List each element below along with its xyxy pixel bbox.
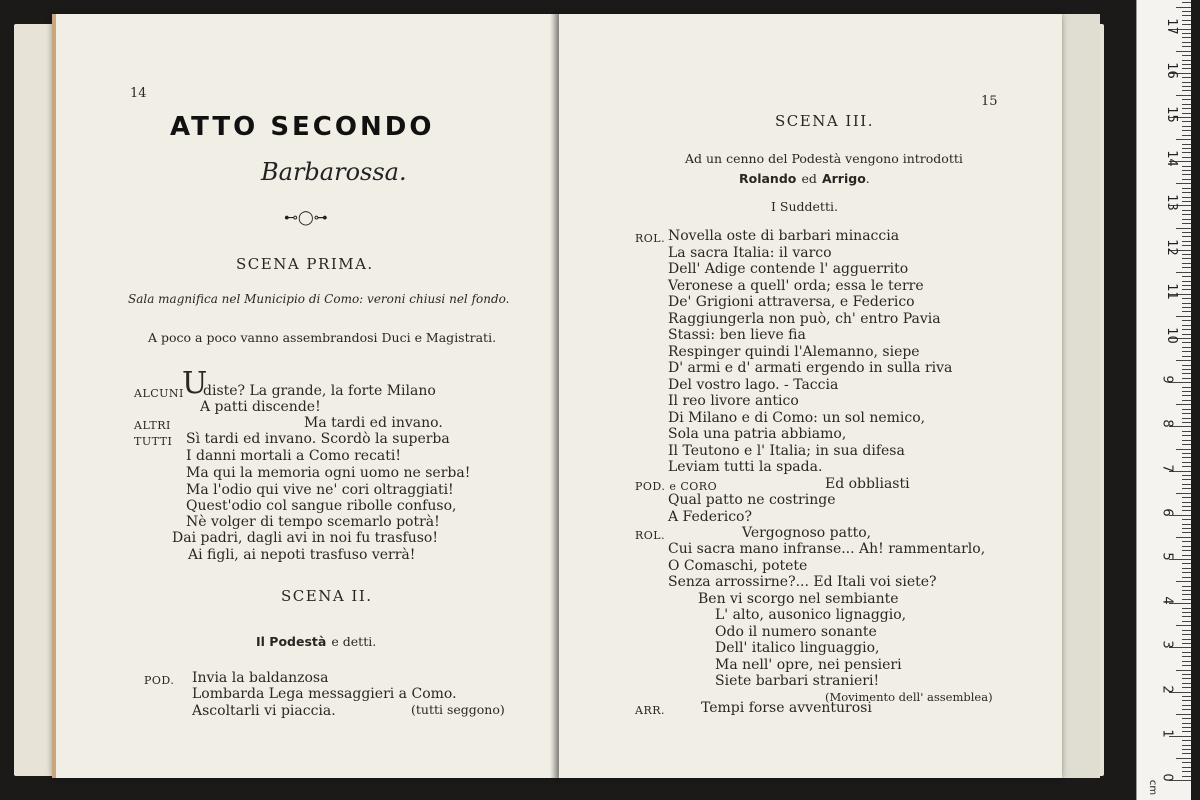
ruler-tick (1182, 484, 1191, 485)
scene-3-title: SCENA III. (775, 112, 874, 130)
ruler-tick (1182, 236, 1191, 237)
ruler-tick (1182, 563, 1191, 564)
ruler-label: 7 (1159, 463, 1175, 473)
ruler-tick (1182, 68, 1191, 69)
ruler-tick (1182, 572, 1191, 573)
measuring-ruler (1136, 0, 1191, 800)
ruler-label: 11 (1163, 283, 1179, 300)
ruler-tick (1176, 272, 1191, 273)
ruler-label: 5 (1159, 552, 1175, 561)
page-number-right: 15 (981, 94, 998, 109)
verse-line: Ma nell' opre, nei pensieri (715, 657, 902, 673)
verse-line: Invia la baldanzosa (192, 670, 329, 686)
ruler-tick (1182, 767, 1191, 768)
ruler-tick (1182, 608, 1191, 609)
ruler-tick (1182, 594, 1191, 595)
ruler-tick (1182, 192, 1191, 193)
ruler-tick (1182, 121, 1191, 122)
verse-line: Senza arrossirne?... Ed Itali voi siete? (668, 574, 937, 590)
ruler-tick (1182, 55, 1191, 56)
ruler-tick (1182, 329, 1191, 330)
ruler-tick (1182, 342, 1191, 343)
ruler-label: 8 (1159, 419, 1175, 429)
verse-line: L' alto, ausonico lignaggio, (715, 607, 907, 623)
ruler-tick (1176, 139, 1191, 140)
verse-line: Del vostro lago. - Taccia (668, 377, 839, 393)
ruler-tick (1176, 7, 1191, 8)
ruler-tick (1182, 86, 1191, 87)
act-title: ATTO SECONDO (170, 112, 435, 142)
ruler-unit: cm (1147, 779, 1159, 796)
page-edges (1060, 14, 1100, 778)
verse-line: Dell' Adige contende l' agguerrito (668, 261, 909, 277)
ruler-tick (1176, 493, 1191, 494)
ruler-tick (1182, 369, 1191, 370)
ruler-tick (1182, 126, 1191, 127)
ruler-tick (1182, 241, 1191, 242)
act-subtitle: Barbarossa. (261, 158, 407, 186)
ruler-tick (1182, 444, 1191, 445)
verse-line: Quest'odio col sangue ribolle confuso, (186, 498, 457, 514)
ruler-tick (1182, 152, 1191, 153)
verse-line: O Comaschi, potete (668, 558, 808, 574)
ruler-tick (1176, 95, 1191, 96)
scene-2-title: SCENA II. (281, 587, 373, 605)
ruler-tick (1182, 599, 1191, 600)
ruler-tick (1182, 753, 1191, 754)
ruler-tick (1182, 373, 1191, 374)
ruler-label: 0 (1159, 773, 1175, 782)
ruler-tick (1182, 740, 1191, 741)
speaker-arr: ARR. (635, 704, 666, 717)
verse-line: Ben vi scorgo nel sembiante (698, 591, 899, 607)
ruler-tick (1182, 285, 1191, 286)
speaker-tutti: TUTTI (134, 435, 173, 448)
verse-line: D' armi e d' armati ergendo in sulla riva (668, 360, 953, 376)
verse-line: Raggiungerla non può, ch' entro Pavia (668, 311, 941, 327)
ruler-tick (1182, 42, 1191, 43)
ruler-tick (1182, 281, 1191, 282)
verse-line: Dai padri, dagli avi in noi fu trasfuso! (172, 530, 438, 546)
ruler-tick (1182, 351, 1191, 352)
ruler-tick (1182, 528, 1191, 529)
ruler-tick (1182, 104, 1191, 105)
ruler-tick (1182, 541, 1191, 542)
ruler-tick (1182, 661, 1191, 662)
ruler-tick (1176, 758, 1191, 759)
ruler-tick (1182, 210, 1191, 211)
ruler-tick (1182, 130, 1191, 131)
verse-line: Ascoltarli vi piaccia. (192, 703, 336, 719)
ruler-tick (1182, 60, 1191, 61)
ruler-tick (1182, 108, 1191, 109)
verse-line: Tempi forse avventurosi (701, 700, 872, 716)
ruler-tick (1182, 435, 1191, 436)
ruler-tick (1182, 77, 1191, 78)
ruler-tick (1182, 391, 1191, 392)
ruler-tick (1182, 334, 1191, 335)
scene-3-characters (739, 168, 870, 187)
ruler-tick (1182, 170, 1191, 171)
left-page (52, 14, 561, 778)
speaker-altri: ALTRI (134, 419, 171, 432)
ruler-tick (1182, 510, 1191, 511)
ruler-tick (1182, 325, 1191, 326)
verse-line: Il Teutono e l' Italia; in sua difesa (668, 443, 905, 459)
ruler-label: 1 (1159, 729, 1175, 738)
speaker-pod-coro: POD. e CORO (635, 480, 718, 493)
ruler-tick (1182, 555, 1191, 556)
ruler-tick (1182, 550, 1191, 551)
ruler-tick (1182, 232, 1191, 233)
verse-line: Siete barbari stranieri! (715, 673, 880, 689)
ruler-tick (1182, 33, 1191, 34)
ruler-tick (1182, 90, 1191, 91)
speaker-rol-2: ROL. (635, 529, 666, 542)
ruler-tick (1182, 113, 1191, 114)
ruler-tick (1182, 289, 1191, 290)
ruler-tick (1182, 418, 1191, 419)
ruler-tick (1182, 700, 1191, 701)
ruler-tick (1182, 705, 1191, 706)
ruler-tick (1182, 11, 1191, 12)
ruler-tick (1182, 378, 1191, 379)
ruler-tick (1182, 590, 1191, 591)
scene-3-direction: Ad un cenno del Podestà vengono introdotti (685, 151, 963, 166)
verse-line: Di Milano e di Como: un sol nemico, (668, 410, 926, 426)
ruler-label: 16 (1163, 62, 1179, 79)
verse-line: La sacra Italia: il varco (668, 245, 832, 261)
cast-podesta: Il Podestà (256, 634, 327, 649)
ruler-label: 6 (1159, 508, 1175, 517)
verse-line: Il reo livore antico (668, 393, 799, 409)
ruler-tick (1182, 307, 1191, 308)
verse-line: Ma qui la memoria ogni uomo ne serba! (186, 465, 471, 481)
ruler-tick (1182, 462, 1191, 463)
ruler-tick (1182, 723, 1191, 724)
ruler-tick (1176, 183, 1191, 184)
verse-line: Ma l'odio qui vive ne' cori oltraggiati! (186, 482, 454, 498)
ruler-tick (1182, 223, 1191, 224)
verse-line: Lombarda Lega messaggieri a Como. (192, 686, 457, 702)
ruler-tick (1182, 166, 1191, 167)
ruler-tick (1182, 258, 1191, 259)
speaker-alcuni: ALCUNI (134, 387, 184, 400)
ruler-tick (1182, 15, 1191, 16)
ruler-label: 4 (1159, 596, 1175, 605)
verse-line: Qual patto ne costringe (668, 492, 836, 508)
ruler-label: 13 (1163, 194, 1179, 212)
ruler-tick (1182, 245, 1191, 246)
conjunction: ed (801, 171, 817, 186)
period: . (865, 171, 870, 186)
ruler-label: 14 (1163, 150, 1179, 167)
ruler-tick (1182, 475, 1191, 476)
ruler-tick (1182, 524, 1191, 525)
ruler-tick (1182, 135, 1191, 136)
page-number-left: 14 (130, 86, 147, 101)
ruler-tick (1182, 621, 1191, 622)
ruler-tick (1182, 519, 1191, 520)
verse-line: A Federico? (668, 509, 752, 525)
ruler-tick (1182, 727, 1191, 728)
scene-1-setting: Sala magnifica nel Municipio di Como: veroni chiusi nel fondo. (128, 292, 510, 306)
drop-cap: U (182, 366, 208, 401)
ruler-label: 2 (1159, 684, 1175, 694)
ruler-tick (1182, 276, 1191, 277)
ruler-tick (1182, 431, 1191, 432)
ruler-tick (1182, 687, 1191, 688)
ruler-tick (1176, 404, 1191, 405)
ruler-tick (1182, 174, 1191, 175)
ruler-tick (1176, 316, 1191, 317)
ruler-tick (1182, 409, 1191, 410)
ruler-tick (1182, 179, 1191, 180)
ruler-tick (1182, 263, 1191, 264)
ruler-tick (1182, 532, 1191, 533)
cast-rest: e detti. (331, 634, 377, 649)
ruler-tick (1182, 24, 1191, 25)
ruler-tick (1182, 506, 1191, 507)
verse-line: Veronese a quell' orda; essa le terre (668, 278, 924, 294)
verse-line: diste? La grande, la forte Milano (203, 383, 436, 399)
scene-1-title: SCENA PRIMA. (236, 255, 374, 273)
ruler-tick (1176, 714, 1191, 715)
character-rolando: Rolando (739, 171, 797, 186)
ruler-tick (1182, 568, 1191, 569)
ruler-tick (1182, 37, 1191, 38)
scene-3-cast: I Suddetti. (771, 199, 838, 214)
ruler-tick (1182, 267, 1191, 268)
ruler-tick (1182, 311, 1191, 312)
ruler-tick (1182, 148, 1191, 149)
verse-line: Respinger quindi l'Alemanno, siepe (668, 344, 920, 360)
ruler-tick (1182, 466, 1191, 467)
speaker-rol: ROL. (635, 232, 666, 245)
ruler-tick (1182, 612, 1191, 613)
stage-direction: (tutti seggono) (411, 702, 505, 717)
ruler-tick (1182, 683, 1191, 684)
ruler-tick (1182, 639, 1191, 640)
ruler-tick (1182, 46, 1191, 47)
verse-line: Dell' italico linguaggio, (715, 640, 880, 656)
ruler-tick (1182, 616, 1191, 617)
ruler-tick (1176, 51, 1191, 52)
verse-line: Leviam tutti la spada. (668, 459, 823, 475)
ruler-tick (1182, 440, 1191, 441)
ruler-tick (1182, 709, 1191, 710)
verse-line: Cui sacra mano infranse... Ah! rammentarlo, (668, 541, 986, 557)
ruler-tick (1182, 577, 1191, 578)
ruler-tick (1182, 400, 1191, 401)
ruler-tick (1182, 144, 1191, 145)
ruler-tick (1182, 201, 1191, 202)
ruler-label: 17 (1163, 17, 1179, 35)
ruler-tick (1182, 356, 1191, 357)
ruler-tick (1182, 422, 1191, 423)
ruler-tick (1182, 718, 1191, 719)
ruler-label: 15 (1163, 106, 1179, 123)
ruler-tick (1182, 197, 1191, 198)
verse-line: Stassi: ben lieve fia (668, 327, 806, 343)
ruler-tick (1182, 365, 1191, 366)
ruler-tick (1182, 674, 1191, 675)
ruler-tick (1182, 643, 1191, 644)
ruler-tick (1182, 497, 1191, 498)
ruler-tick (1182, 64, 1191, 65)
ruler-tick (1176, 228, 1191, 229)
ruler-tick (1182, 678, 1191, 679)
ruler-tick (1182, 546, 1191, 547)
ruler-tick (1182, 303, 1191, 304)
ruler-tick (1182, 479, 1191, 480)
ruler-tick (1182, 762, 1191, 763)
ruler-tick (1182, 457, 1191, 458)
ruler-tick (1182, 254, 1191, 255)
ruler-tick (1182, 2, 1191, 3)
scene-1-direction: A poco a poco vanno assembrandosi Duci e Magistrati. (148, 330, 497, 345)
ruler-tick (1182, 776, 1191, 777)
ruler-tick (1182, 656, 1191, 657)
ruler-tick (1182, 298, 1191, 299)
scene-2-cast (256, 631, 376, 650)
ruler-tick (1176, 581, 1191, 582)
ruler-tick (1182, 502, 1191, 503)
ruler-tick (1182, 771, 1191, 772)
ruler-tick (1176, 360, 1191, 361)
ruler-label: 10 (1163, 327, 1179, 344)
ruler-tick (1176, 625, 1191, 626)
stage-direction-assemblea: (Movimento dell' assemblea) (825, 690, 993, 704)
speaker-pod: POD. (144, 674, 175, 687)
ruler-label: 9 (1159, 375, 1175, 384)
ruler-tick (1182, 665, 1191, 666)
ruler-tick (1182, 347, 1191, 348)
character-arrigo: Arrigo (821, 171, 866, 186)
verse-line: Nè volger di tempo scemarlo potrà! (186, 514, 440, 530)
ruler-tick (1182, 82, 1191, 83)
verse-line: A patti discende! (200, 399, 321, 415)
ruler-tick (1182, 586, 1191, 587)
ruler-tick (1182, 188, 1191, 189)
ruler-tick (1182, 157, 1191, 158)
verse-line: Vergognoso patto, (742, 525, 872, 541)
right-page (559, 14, 1062, 778)
ruler-tick (1182, 413, 1191, 414)
ruler-label: 3 (1159, 640, 1175, 650)
ruler-tick (1176, 449, 1191, 450)
verse-line: De' Grigioni attraversa, e Federico (668, 294, 915, 310)
ruler-tick (1182, 219, 1191, 220)
verse-line: Novella oste di barbari minaccia (668, 228, 900, 244)
ruler-tick (1182, 395, 1191, 396)
verse-line: Ma tardi ed invano. (304, 415, 443, 431)
ruler-tick (1182, 453, 1191, 454)
ruler-tick (1182, 214, 1191, 215)
ruler-tick (1182, 634, 1191, 635)
verse-line: Sola una patria abbiamo, (668, 426, 847, 442)
ruler-tick (1182, 99, 1191, 100)
ruler-label: 12 (1163, 238, 1179, 256)
verse-line: Odo il numero sonante (715, 624, 877, 640)
verse-line: Ed obbliasti (825, 476, 910, 492)
ruler-tick (1182, 652, 1191, 653)
ruler-tick (1182, 20, 1191, 21)
ruler-tick (1182, 320, 1191, 321)
ruler-tick (1182, 731, 1191, 732)
ornament: ⊷◯⊶ (284, 210, 328, 226)
ruler-tick (1176, 670, 1191, 671)
verse-line: Sì tardi ed invano. Scordò la superba (186, 431, 450, 447)
ruler-tick (1182, 749, 1191, 750)
ruler-tick (1182, 488, 1191, 489)
ruler-tick (1182, 387, 1191, 388)
verse-line: I danni mortali a Como recati! (186, 448, 402, 464)
ruler-tick (1182, 696, 1191, 697)
ruler-tick (1182, 630, 1191, 631)
verse-line: Ai figli, ai nepoti trasfuso verrà! (188, 547, 416, 563)
ruler-tick (1182, 745, 1191, 746)
ruler-tick (1176, 537, 1191, 538)
